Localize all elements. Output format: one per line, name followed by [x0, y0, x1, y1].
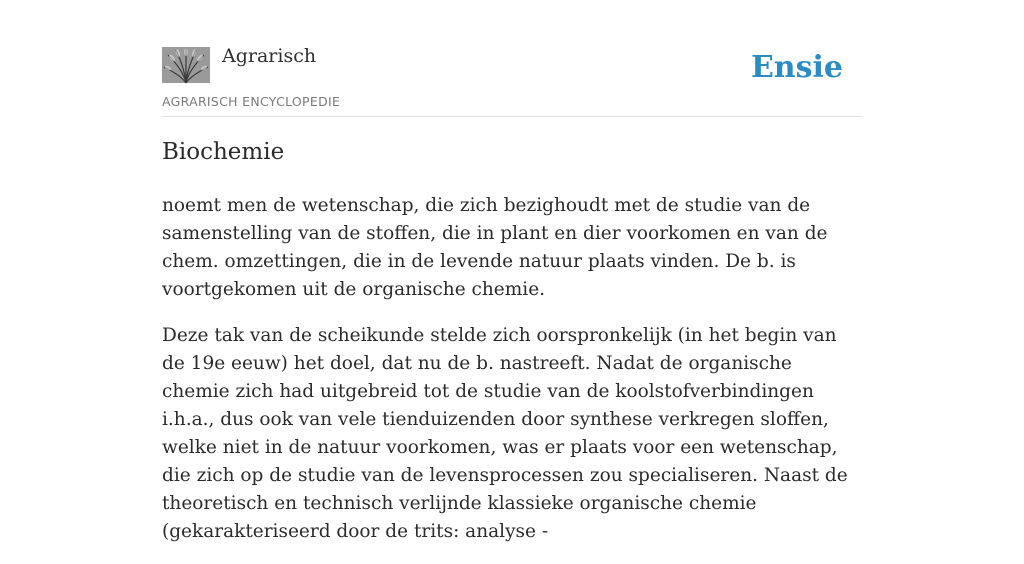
- article-title: Biochemie: [162, 139, 285, 165]
- article-paragraph: noemt men de wetenschap, die zich bezighoudt met de studie van de samenstelling van de stoffen, die in plant en dier voorkomen en van de chem. omzettingen, die in de levende natuur plaats vinden. De b. is voortgekomen uit de organische chemie.: [162, 195, 828, 300]
- article-page: [162, 0, 862, 542]
- category-subtitle: AGRARISCH ENCYCLOPEDIE: [162, 94, 341, 109]
- article-paragraph: Deze tak van de scheikunde stelde zich oorspronkelijk (in het begin van de 19e eeuw) het doel, dat nu de b. nastreeft. Nadat de organische chemie zich had uitgebreid tot de studie van de koolstofverbindingen i.h.a., dus ook van vele tienduizenden door synthese verkregen sloffen, welke niet in de natuur voorkomen, was er plaats voor een wetenschap, die zich op de studie van de levensprocessen zou specialiseren. Naast de theoretisch en technisch verlijnde klassieke organische chemie (gekarakteriseerd door de trits: analyse -: [162, 325, 848, 542]
- category-name[interactable]: Agrarisch: [222, 45, 317, 67]
- wheat-sheaf-icon[interactable]: [162, 47, 210, 83]
- ensie-logo[interactable]: Ensie: [750, 50, 843, 85]
- page-header: [162, 0, 862, 117]
- article-body: [162, 192, 862, 564]
